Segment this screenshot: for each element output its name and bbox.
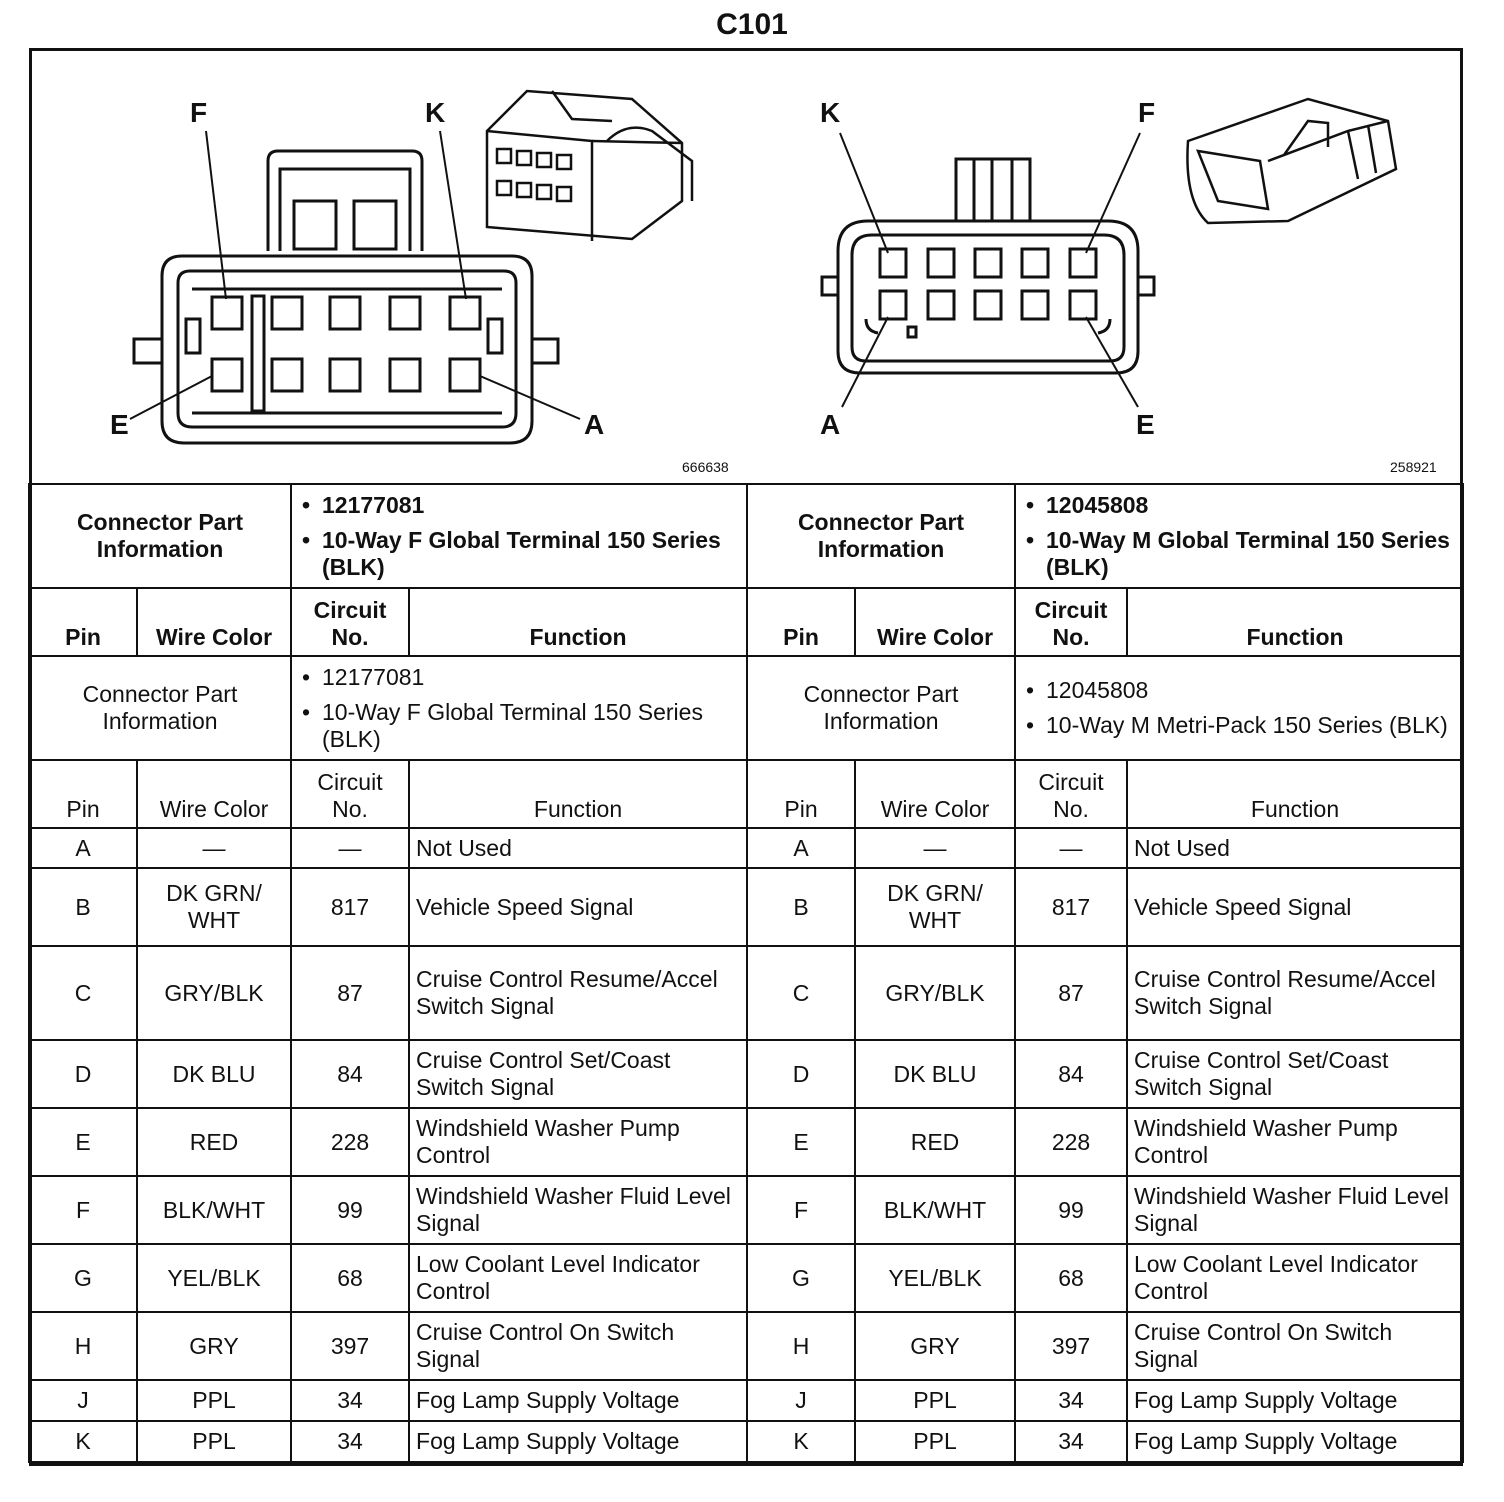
pin-cell: A	[29, 828, 137, 868]
header-function: Function	[409, 588, 747, 656]
table-row	[29, 1176, 747, 1244]
right-pinout-table	[746, 483, 1464, 1463]
header-wire-color: Wire Color	[137, 760, 291, 828]
circuit-cell: 817	[1015, 868, 1127, 946]
circuit-cell: 99	[1015, 1176, 1127, 1244]
pin-cell: F	[29, 1176, 137, 1244]
connector-info-values	[1015, 484, 1463, 588]
connector-info-label: Connector Part Information	[29, 484, 291, 588]
header-pin: Pin	[29, 588, 137, 656]
header-pin: Pin	[747, 588, 855, 656]
part-description: • 10-Way F Global Terminal 150 Series (BLK)	[298, 699, 740, 753]
table-row	[29, 1380, 747, 1421]
wire-color-cell: DK GRN/ WHT	[137, 868, 291, 946]
pin-cell: G	[747, 1244, 855, 1312]
table-row	[747, 1421, 1463, 1462]
wire-color-cell: GRY	[137, 1312, 291, 1380]
wire-color-cell: BLK/WHT	[137, 1176, 291, 1244]
wire-color-cell: DK BLU	[855, 1040, 1015, 1108]
table-row	[747, 1312, 1463, 1380]
left-pinout-table	[28, 483, 748, 1463]
function-cell: Windshield Washer Pump Control	[1127, 1108, 1463, 1176]
table-row	[29, 1244, 747, 1312]
part-number: • 12177081	[298, 492, 740, 519]
pin-cell: G	[29, 1244, 137, 1312]
table-row	[29, 1421, 747, 1462]
function-cell: Fog Lamp Supply Voltage	[1127, 1380, 1463, 1421]
table-row	[29, 1312, 747, 1380]
circuit-cell: 397	[1015, 1312, 1127, 1380]
male-connector-drawing	[748, 51, 1460, 483]
pin-cell: J	[747, 1380, 855, 1421]
wire-color-cell: GRY	[855, 1312, 1015, 1380]
function-cell: Windshield Washer Pump Control	[409, 1108, 747, 1176]
pin-cell: B	[747, 868, 855, 946]
wire-color-cell: PPL	[137, 1380, 291, 1421]
pin-label-f: F	[190, 97, 208, 128]
circuit-cell: 397	[291, 1312, 409, 1380]
header-circuit: Circuit No.	[1015, 588, 1127, 656]
table-row	[747, 828, 1463, 868]
wire-color-cell: GRY/BLK	[137, 946, 291, 1040]
circuit-cell: —	[291, 828, 409, 868]
function-cell: Not Used	[1127, 828, 1463, 868]
part-description: • 10-Way M Global Terminal 150 Series (BLK)	[1022, 527, 1456, 581]
part-description: • 10-Way M Metri-Pack 150 Series (BLK)	[1022, 712, 1456, 739]
header-pin: Pin	[747, 760, 855, 828]
header-circuit: Circuit No.	[291, 588, 409, 656]
table-row	[747, 1380, 1463, 1421]
header-function: Function	[1127, 588, 1463, 656]
header-pin: Pin	[29, 760, 137, 828]
connector-info-label: Connector Part Information	[29, 656, 291, 760]
pin-cell: K	[29, 1421, 137, 1462]
table-row	[29, 1040, 747, 1108]
connector-info-label: Connector Part Information	[747, 656, 1015, 760]
table-row	[747, 868, 1463, 946]
pin-label-k: K	[820, 97, 841, 128]
table-row	[747, 946, 1463, 1040]
function-cell: Fog Lamp Supply Voltage	[1127, 1421, 1463, 1462]
function-cell: Cruise Control On Switch Signal	[409, 1312, 747, 1380]
circuit-cell: 34	[291, 1421, 409, 1462]
function-cell: Windshield Washer Fluid Level Signal	[1127, 1176, 1463, 1244]
pin-cell: B	[29, 868, 137, 946]
pin-label-e: E	[1136, 409, 1155, 440]
circuit-cell: 68	[1015, 1244, 1127, 1312]
function-cell: Cruise Control Set/Coast Switch Signal	[409, 1040, 747, 1108]
pin-cell: D	[29, 1040, 137, 1108]
circuit-cell: —	[1015, 828, 1127, 868]
pin-label-a: A	[820, 409, 841, 440]
function-cell: Fog Lamp Supply Voltage	[409, 1421, 747, 1462]
part-number: • 12177081	[298, 664, 740, 691]
function-cell: Cruise Control On Switch Signal	[1127, 1312, 1463, 1380]
wire-color-cell: PPL	[137, 1421, 291, 1462]
part-number: • 12045808	[1022, 492, 1456, 519]
circuit-cell: 87	[291, 946, 409, 1040]
pin-label-k: K	[425, 97, 446, 128]
pin-cell: A	[747, 828, 855, 868]
circuit-cell: 817	[291, 868, 409, 946]
wire-color-cell: —	[137, 828, 291, 868]
wire-color-cell: RED	[855, 1108, 1015, 1176]
pin-cell: E	[747, 1108, 855, 1176]
function-cell: Low Coolant Level Indicator Control	[1127, 1244, 1463, 1312]
pin-cell: E	[29, 1108, 137, 1176]
header-wire-color: Wire Color	[855, 588, 1015, 656]
table-row	[29, 868, 747, 946]
header-circuit: Circuit No.	[291, 760, 409, 828]
function-cell: Cruise Control Resume/Accel Switch Signal	[409, 946, 747, 1040]
pin-label-e: E	[110, 409, 129, 440]
pin-cell: H	[747, 1312, 855, 1380]
table-row	[747, 1108, 1463, 1176]
wire-color-cell: PPL	[855, 1421, 1015, 1462]
table-row	[29, 828, 747, 868]
image-number: 258921	[1390, 459, 1437, 475]
wire-color-cell: DK GRN/ WHT	[855, 868, 1015, 946]
function-cell: Vehicle Speed Signal	[1127, 868, 1463, 946]
circuit-cell: 84	[1015, 1040, 1127, 1108]
connector-info-label: Connector Part Information	[747, 484, 1015, 588]
table-row	[29, 1108, 747, 1176]
wire-color-cell: BLK/WHT	[855, 1176, 1015, 1244]
header-function: Function	[409, 760, 747, 828]
circuit-cell: 228	[1015, 1108, 1127, 1176]
wire-color-cell: GRY/BLK	[855, 946, 1015, 1040]
pin-cell: D	[747, 1040, 855, 1108]
function-cell: Fog Lamp Supply Voltage	[409, 1380, 747, 1421]
function-cell: Not Used	[409, 828, 747, 868]
table-row	[747, 1176, 1463, 1244]
table-row	[747, 1244, 1463, 1312]
header-function: Function	[1127, 760, 1463, 828]
function-cell: Windshield Washer Fluid Level Signal	[409, 1176, 747, 1244]
diagram-title: C101	[716, 8, 788, 41]
circuit-cell: 34	[1015, 1421, 1127, 1462]
function-cell: Cruise Control Resume/Accel Switch Signal	[1127, 946, 1463, 1040]
wire-color-cell: PPL	[855, 1380, 1015, 1421]
circuit-cell: 34	[1015, 1380, 1127, 1421]
circuit-cell: 84	[291, 1040, 409, 1108]
header-wire-color: Wire Color	[855, 760, 1015, 828]
wire-color-cell: RED	[137, 1108, 291, 1176]
circuit-cell: 87	[1015, 946, 1127, 1040]
right-connector-view	[748, 51, 1460, 483]
image-number: 666638	[682, 459, 729, 475]
table-row	[747, 1040, 1463, 1108]
header-wire-color: Wire Color	[137, 588, 291, 656]
wire-color-cell: YEL/BLK	[855, 1244, 1015, 1312]
function-cell: Vehicle Speed Signal	[409, 868, 747, 946]
connector-info-values	[291, 656, 747, 760]
pin-label-f: F	[1138, 97, 1156, 128]
wire-color-cell: DK BLU	[137, 1040, 291, 1108]
circuit-cell: 68	[291, 1244, 409, 1312]
wire-color-cell: —	[855, 828, 1015, 868]
wire-color-cell: YEL/BLK	[137, 1244, 291, 1312]
table-row	[29, 946, 747, 1040]
pin-cell: K	[747, 1421, 855, 1462]
connector-info-values	[1015, 656, 1463, 760]
part-description: • 10-Way F Global Terminal 150 Series (BLK)	[298, 527, 740, 581]
connector-info-values	[291, 484, 747, 588]
pin-cell: C	[29, 946, 137, 1040]
pin-cell: H	[29, 1312, 137, 1380]
header-circuit: Circuit No.	[1015, 760, 1127, 828]
circuit-cell: 99	[291, 1176, 409, 1244]
function-cell: Low Coolant Level Indicator Control	[409, 1244, 747, 1312]
pin-cell: C	[747, 946, 855, 1040]
pin-cell: J	[29, 1380, 137, 1421]
pin-cell: F	[747, 1176, 855, 1244]
function-cell: Cruise Control Set/Coast Switch Signal	[1127, 1040, 1463, 1108]
pin-label-a: A	[584, 409, 605, 440]
circuit-cell: 34	[291, 1380, 409, 1421]
left-connector-view	[32, 51, 745, 483]
female-connector-drawing	[32, 51, 745, 483]
circuit-cell: 228	[291, 1108, 409, 1176]
part-number: • 12045808	[1022, 677, 1456, 704]
